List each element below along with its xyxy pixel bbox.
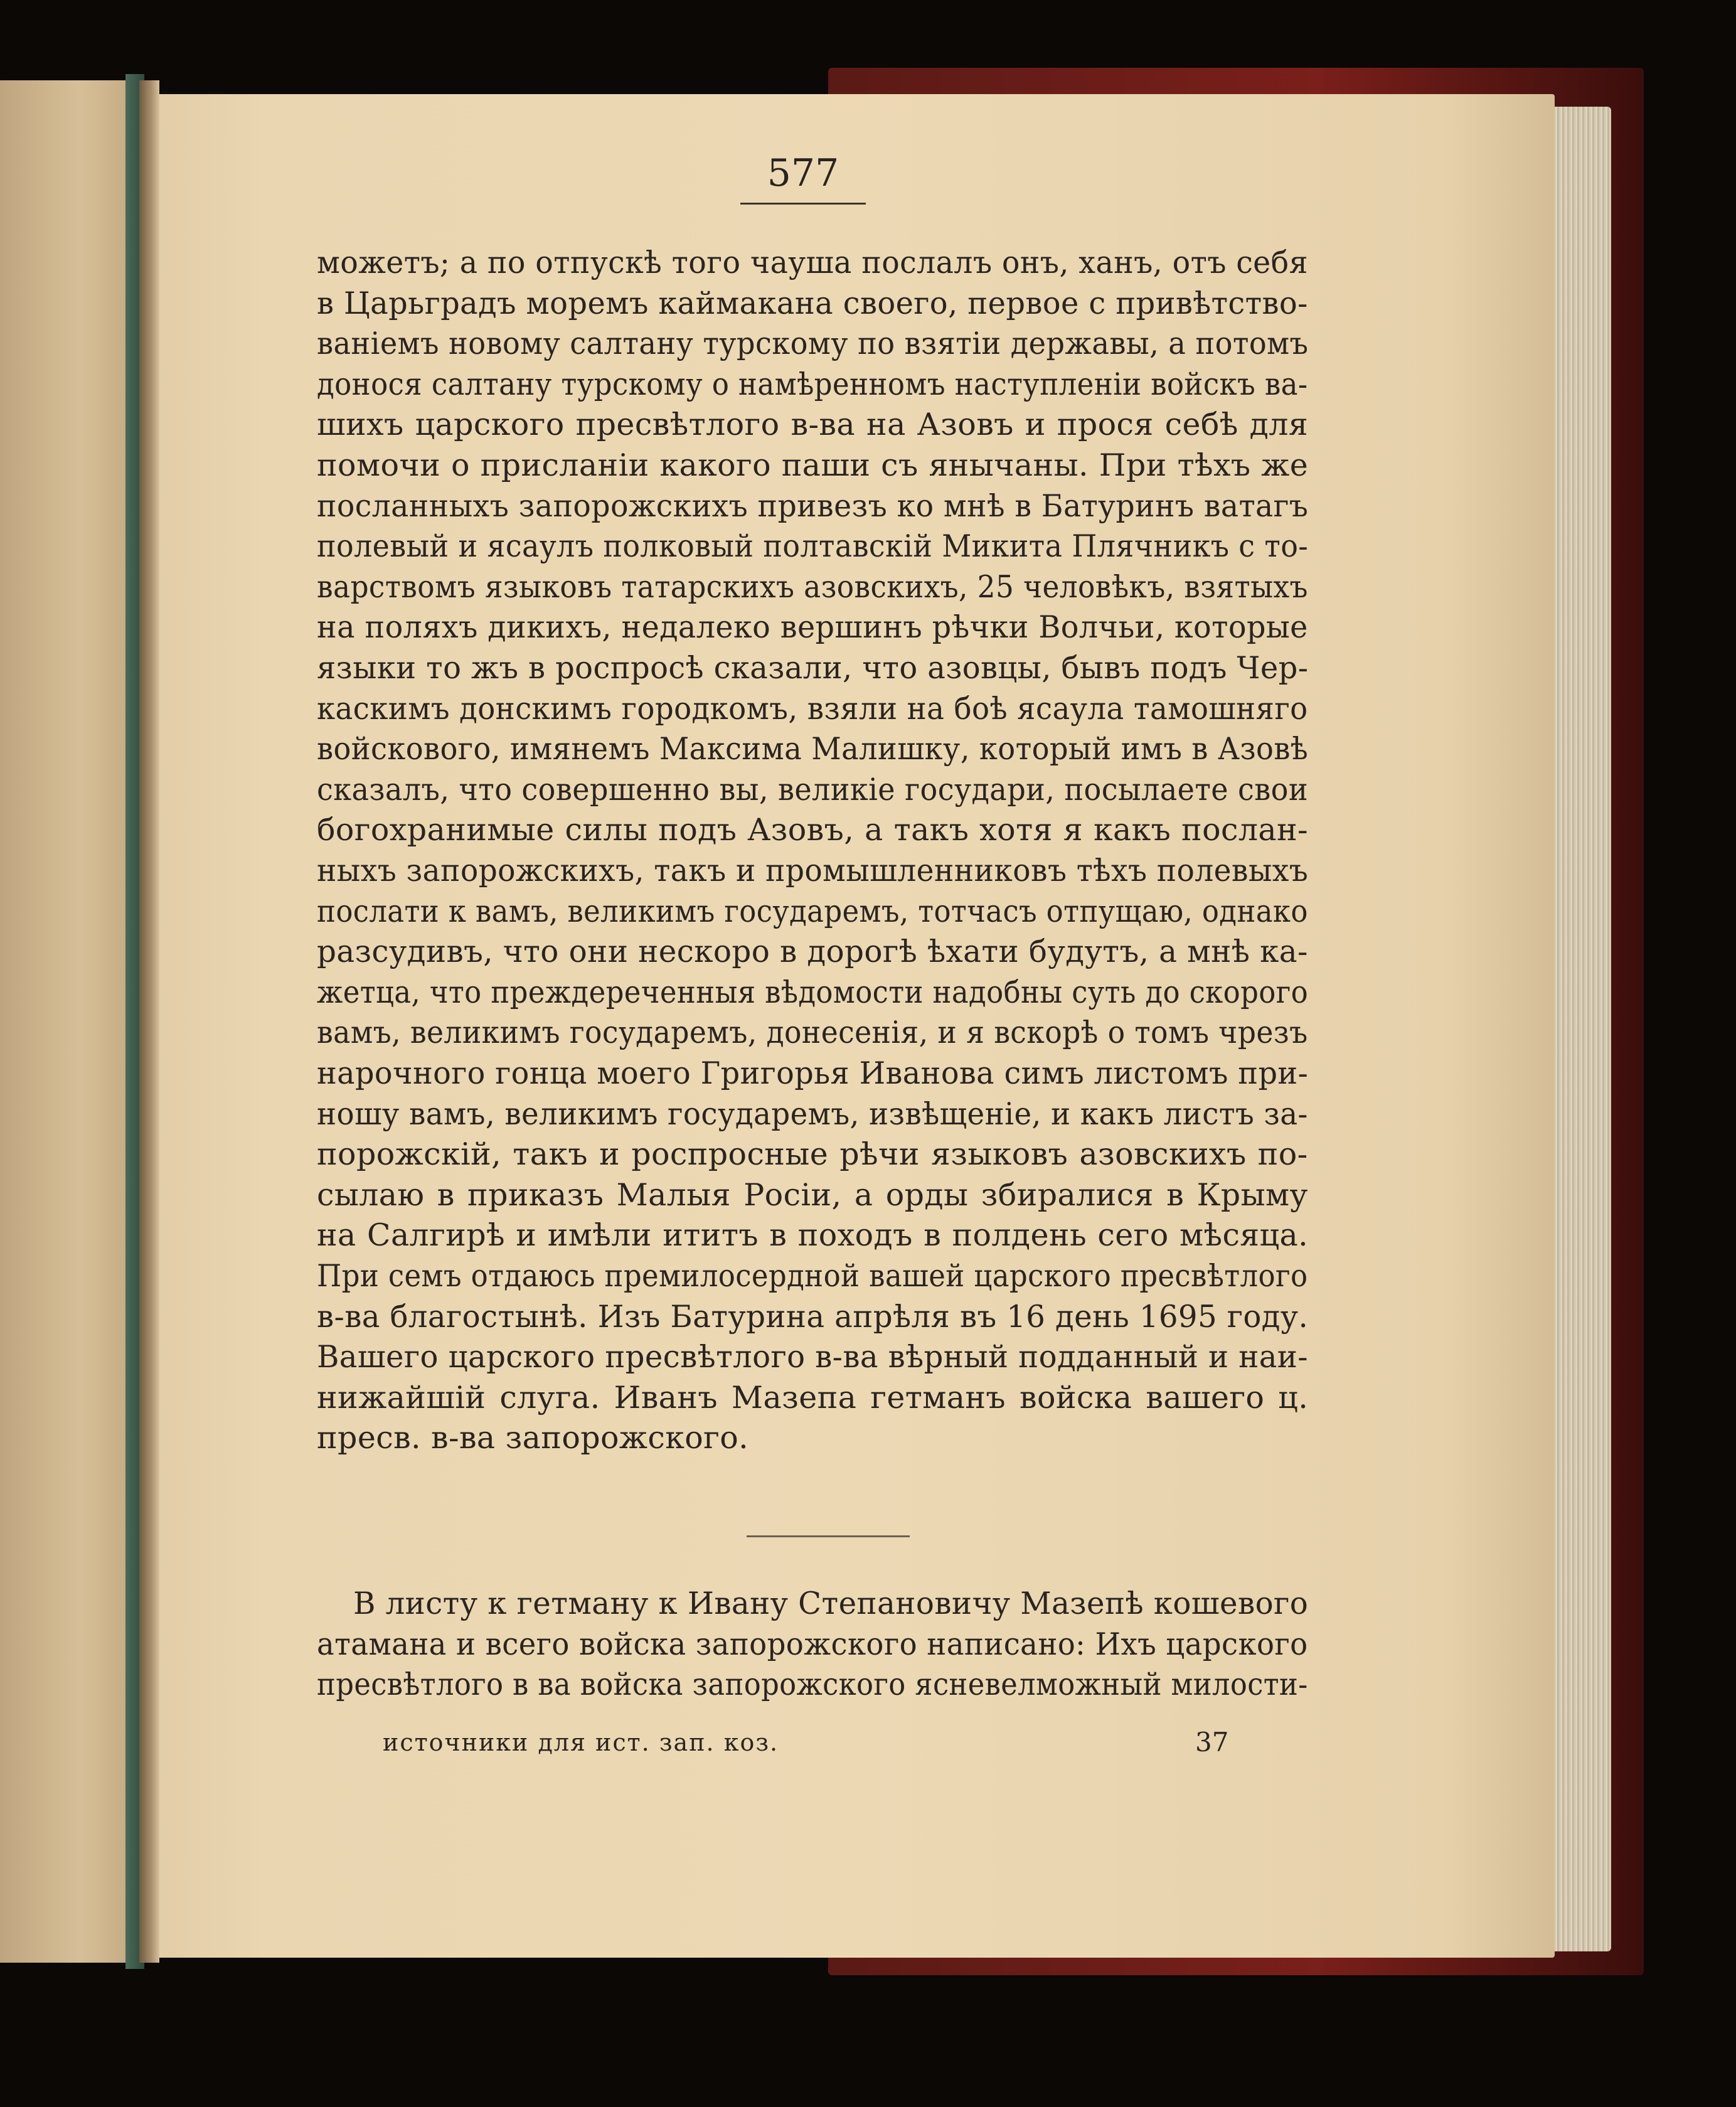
text-line: на поляхъ дикихъ, недалеко вершинъ рѣчки Волчьи, которые: [317, 609, 1308, 646]
text-line: При семъ отдаюсь премилосердной вашей царского пресвѣтлого: [317, 1258, 1308, 1294]
text-line: языки то жъ в роспросѣ сказали, что азовцы, бывъ подъ Чер-: [317, 650, 1309, 686]
text-line: в-ва благостынѣ. Изъ Батурина апрѣля въ 16 день 1695 году.: [317, 1298, 1309, 1335]
footer-signature: источники для ист. зап. коз.: [383, 1729, 779, 1756]
text-line: каскимъ донскимъ городкомъ, взяли на боѣ ясаула тамошняго: [317, 690, 1308, 727]
page-number-rule: [740, 203, 866, 205]
text-line: шихъ царского пресвѣтлого в-ва на Азовъ и прося себѣ для: [317, 407, 1309, 443]
text-line: нарочного гонца моего Григорья Иванова симъ листомъ при-: [317, 1055, 1309, 1091]
text-line: посланныхъ запорожскихъ привезъ ко мнѣ в Батуринъ ватагъ: [317, 488, 1309, 524]
second-section-text: [317, 1584, 1308, 1710]
main-text: [317, 243, 1309, 1456]
text-line: вамъ, великимъ государемъ, донесенія, и я вскорѣ о томъ чрезъ: [317, 1015, 1308, 1051]
text-line: сказалъ, что совершенно вы, великіе государи, посылаете свои: [317, 771, 1308, 808]
text-line: В листу к гетману к Ивану Степановичу Мазепѣ кошевого: [353, 1586, 1309, 1621]
text-line: пресвѣтлого в ва войска запорожского ясневелможный милости-: [317, 1667, 1308, 1703]
page-number: 577: [767, 151, 839, 195]
text-line: послати к вамъ, великимъ государемъ, тотчасъ отпущаю, однако: [317, 893, 1308, 929]
text-line: Вашего царского пресвѣтлого в-ва вѣрный подданный и наи-: [317, 1339, 1308, 1375]
text-line: ношу вамъ, великимъ государемъ, извѣщеніе, и какъ листъ за-: [317, 1096, 1308, 1132]
text-line: нижайшій слуга. Иванъ Мазепа гетманъ войска вашего ц.: [317, 1379, 1309, 1416]
text-line: можетъ; а по отпускѣ того чауша послалъ онъ, ханъ, отъ себя: [317, 245, 1308, 280]
text-line: варствомъ языковъ татарскихъ азовскихъ, 25 человѣкъ, взятыхъ: [317, 568, 1308, 605]
text-line: сылаю в приказъ Малыя Росіи, а орды збиралися в Крыму: [317, 1176, 1308, 1213]
text-line: порожскій, такъ и роспросные рѣчи языковъ азовскихъ по-: [317, 1136, 1308, 1173]
text-line: помочи о присланіи какого паши съ янычаны. При тѣхъ же: [317, 447, 1309, 483]
text-line: полевый и ясаулъ полковый полтавскій Микита Плячникъ с то-: [317, 528, 1309, 565]
section-separator: [747, 1535, 910, 1537]
page-fore-edge: [1555, 107, 1611, 1951]
text-line: в Царьградъ моремъ каймакана своего, первое с привѣтство-: [317, 285, 1308, 321]
text-line: на Салгирѣ и имѣли ититъ в походъ в полдень сего мѣсяца.: [317, 1217, 1309, 1254]
text-line: пресв. в-ва запорожского.: [317, 1420, 749, 1456]
text-line: богохранимые силы подъ Азовъ, а такъ хотя я какъ послан-: [317, 812, 1309, 848]
footer-sheet-number: 37: [1195, 1727, 1229, 1758]
book-gutter: [139, 80, 159, 1963]
text-line: жетца, что преждереченныя вѣдомости надобны суть до скорого: [317, 974, 1309, 1010]
left-page: [0, 80, 146, 1963]
text-line: атамана и всего войска запорожского написано: Ихъ царского: [317, 1626, 1308, 1662]
text-line: разсудивъ, что они нескоро в дорогѣ ѣхати будутъ, а мнѣ ка-: [317, 934, 1308, 970]
text-line: ныхъ запорожскихъ, такъ и промышленниковъ тѣхъ полевыхъ: [317, 853, 1309, 888]
page-header: [740, 148, 866, 211]
text-line: войскового, имянемъ Максима Малишку, который имъ в Азовѣ: [317, 731, 1309, 767]
text-line: ваніемъ новому салтану турскому по взятіи державы, а потомъ: [317, 326, 1309, 362]
text-line: донося салтану турскому о намѣренномъ наступленіи войскъ ва-: [317, 366, 1308, 402]
